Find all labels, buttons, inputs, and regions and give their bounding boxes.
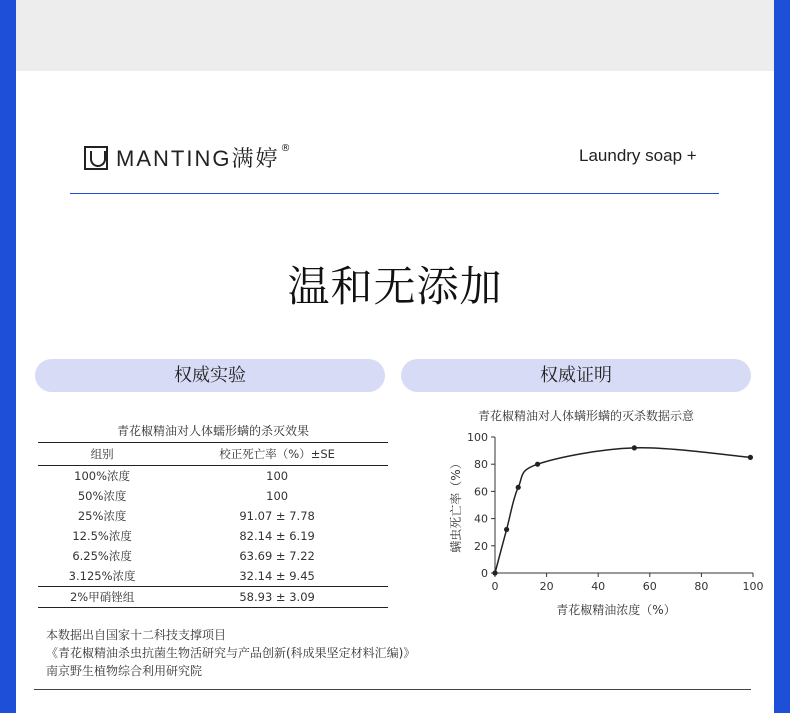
y-tick-label: 100: [467, 431, 488, 444]
y-tick-label: 20: [474, 539, 488, 553]
y-tick-label: 0: [481, 567, 488, 580]
chart-title: 青花椒精油对人体螨形螨的灭杀数据示意: [477, 409, 695, 423]
cell-group: 100%浓度: [74, 469, 131, 483]
table-row: [38, 546, 388, 566]
cell-value: 63.69 ± 7.22: [239, 549, 315, 563]
top-band: [16, 0, 774, 71]
data-point: [516, 485, 521, 490]
brand-name: MANTING满婷: [116, 146, 280, 171]
table-row: [38, 486, 388, 506]
cell-group: 3.125%浓度: [68, 569, 136, 583]
cell-group: 25%浓度: [77, 509, 127, 523]
page-frame: [16, 0, 774, 713]
x-tick-label: 20: [539, 580, 554, 593]
cell-value: 82.14 ± 6.19: [239, 529, 315, 543]
mortality-chart: [416, 400, 764, 625]
note-line: 本数据出自国家十二科技支撑项目: [46, 628, 227, 642]
cell-value: 100: [266, 469, 289, 483]
cell-value: 58.93 ± 3.09: [166, 587, 388, 608]
x-tick-label: 60: [642, 580, 657, 593]
table-row: [38, 587, 388, 608]
chart-xlabel: 青花椒精油浓度（%）: [556, 603, 676, 617]
cell-group: 12.5%浓度: [72, 529, 132, 543]
cell-group: 6.25%浓度: [72, 549, 132, 563]
x-tick-label: 40: [591, 580, 606, 593]
data-point: [632, 445, 637, 450]
note-line: 南京野生植物综合利用研究院: [46, 664, 203, 678]
header-divider: [70, 193, 719, 194]
data-point: [535, 462, 540, 467]
cell-value: 32.14 ± 9.45: [239, 569, 315, 583]
data-point: [748, 455, 753, 460]
table-row: [38, 566, 388, 587]
brand-logo[interactable]: [84, 142, 290, 173]
cell-group: 50%浓度: [77, 489, 127, 503]
page-title: 温和无添加: [287, 262, 503, 311]
source-notes: [46, 626, 415, 680]
cell-group: 2%甲硝锉组: [38, 587, 166, 608]
results-table: [38, 442, 388, 608]
y-tick-label: 60: [474, 485, 488, 499]
tab-authoritative-proof[interactable]: 权威证明: [401, 359, 751, 392]
logo-mark-icon: [84, 146, 108, 170]
x-tick-label: 80: [694, 580, 709, 593]
note-line: 《青花椒精油杀虫抗菌生物活研究与产品创新(科成果坚定材料汇编)》: [46, 646, 416, 660]
tab-authoritative-experiment[interactable]: 权威实验: [35, 359, 385, 392]
registered-mark: ®: [280, 143, 291, 154]
data-point: [504, 527, 509, 532]
series-line: [495, 448, 750, 573]
table-row: [38, 506, 388, 526]
y-tick-label: 80: [474, 458, 488, 472]
cell-value: 100: [266, 489, 289, 503]
table-caption: 青花椒精油对人体蠕形螨的杀灭效果: [116, 424, 309, 438]
table-row: [38, 526, 388, 546]
chart-ylabel: 螨虫死亡率（%）: [449, 457, 463, 553]
y-tick-label: 40: [474, 512, 488, 526]
x-tick-label: 100: [742, 580, 764, 593]
bottom-divider: [34, 689, 751, 690]
table-row: [38, 466, 388, 487]
cell-value: 91.07 ± 7.78: [239, 509, 315, 523]
col-header-mortality: 校正死亡率（%）±SE: [166, 443, 388, 466]
nav-laundry-soap[interactable]: Laundry soap +: [579, 146, 697, 165]
data-point: [492, 570, 497, 575]
x-tick-label: 0: [491, 580, 499, 593]
col-header-group: 组别: [38, 443, 166, 466]
